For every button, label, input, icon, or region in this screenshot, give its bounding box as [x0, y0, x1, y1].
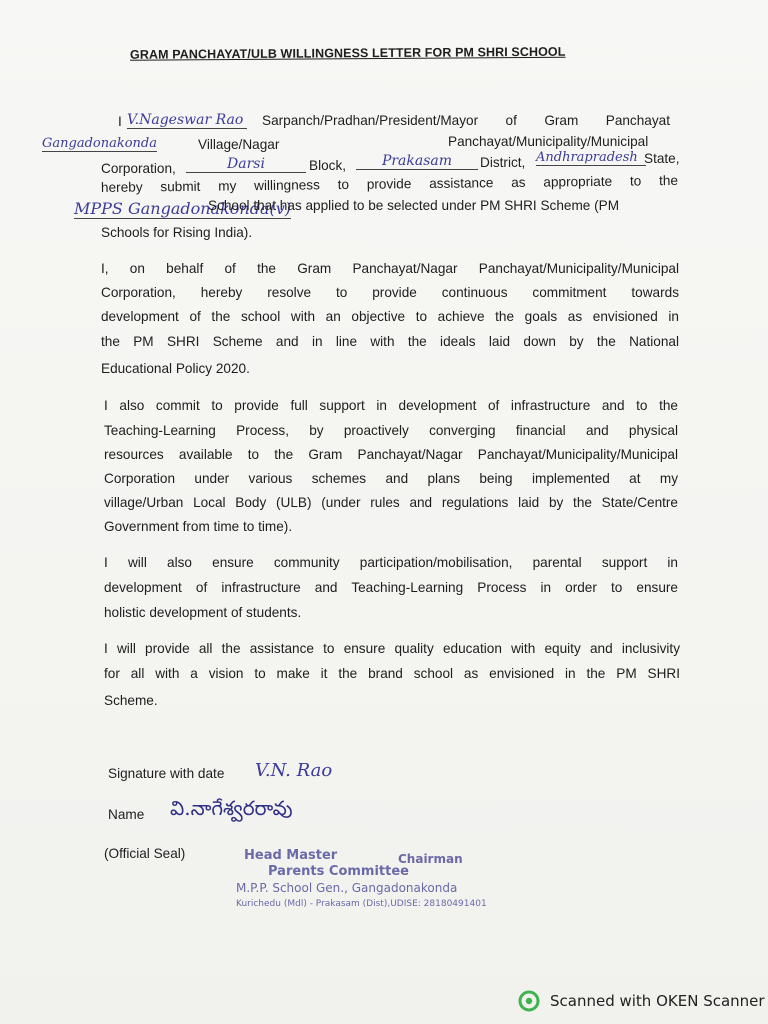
handwritten-village: Gangadonakonda: [42, 136, 158, 151]
oken-scanner-icon: [518, 990, 540, 1012]
seal-chairman: Chairman: [398, 852, 463, 866]
handwritten-sarpanch-name: V.Nageswar Rao: [127, 112, 247, 129]
handwritten-signature: V.N. Rao: [255, 760, 333, 781]
para1-line1: Sarpanch/Pradhan/President/Mayor of Gram Panchayat: [262, 113, 670, 128]
para1-line6: Schools for Rising India).: [101, 225, 253, 240]
handwritten-name: వి.నాగేశ్వరరావు: [170, 796, 293, 820]
seal-parents-committee: Parents Committee: [268, 864, 409, 879]
seal-head-master: Head Master: [244, 848, 338, 863]
para3-line5: village/Urban Local Body (ULB) (under rules and regulations laid by the State/Centre: [104, 495, 678, 510]
para2-line3: development of the school with an objective to achieve the goals as envisioned in: [101, 309, 679, 324]
para1-line5: School that has applied to be selected under PM SHRI Scheme (PM: [208, 198, 620, 213]
para1-line2: Village/Nagar: [198, 137, 280, 152]
oken-scanner-watermark: [518, 990, 765, 1012]
para2-line5: Educational Policy 2020.: [101, 361, 250, 376]
handwritten-state: Andhrapradesh: [536, 150, 646, 166]
scanner-label: Scanned with OKEN Scanner: [550, 992, 765, 1010]
letter-title: GRAM PANCHAYAT/ULB WILLINGNESS LETTER FOR PM SHRI SCHOOL: [129, 44, 566, 62]
para1-state-label: State,: [644, 151, 680, 166]
handwritten-school: MPPS Gangadonakonda(v): [74, 199, 292, 218]
para3-line6: Government from time to time).: [104, 519, 293, 534]
name-label: Name: [108, 807, 145, 822]
handwritten-corporation: Darsi: [186, 156, 306, 173]
seal-address-udise: Kurichedu (Mdl) - Prakasam (Dist),UDISE: 28180491401: [236, 899, 487, 909]
para5-line3: Scheme.: [104, 693, 158, 708]
para1-line1-prefix: I: [118, 114, 122, 129]
para5-line2: for all with a vision to make it the brand school as envisioned in the PM SHRI: [104, 666, 680, 681]
signature-label: Signature with date: [108, 766, 225, 781]
para1-block-label: Block,: [309, 158, 347, 173]
para3-line4: Corporation under various schemes and plans being implemented at my: [104, 471, 678, 486]
para4-line1: I will also ensure community participation/mobilisation, parental support in: [104, 555, 678, 570]
para2-line4: the PM SHRI Scheme and in line with the ideals laid down by the National: [101, 334, 679, 349]
para2-line1: I, on behalf of the Gram Panchayat/Nagar Panchayat/Municipality/Municipal: [101, 261, 679, 276]
para1-district-label: District,: [480, 155, 526, 170]
para5-line1: I will provide all the assistance to ensure quality education with equity and inclusivity: [104, 641, 680, 656]
para4-line3: holistic development of students.: [104, 605, 302, 620]
para1-line4: hereby submit my willingness to provide assistance as appropriate to the: [100, 172, 679, 195]
para1-line2-right: Panchayat/Municipality/Municipal: [448, 134, 649, 149]
para3-line3: resources available to the Gram Panchayat/Nagar Panchayat/Municipality/Municipal: [104, 447, 678, 462]
official-seal-label: (Official Seal): [104, 846, 186, 861]
handwritten-block: Prakasam: [356, 153, 478, 170]
seal-school-name: M.P.P. School Gen., Gangadonakonda: [236, 881, 458, 895]
para1-corporation-label: Corporation,: [101, 161, 176, 176]
para2-line2: Corporation, hereby resolve to provide continuous commitment towards: [101, 285, 679, 300]
para4-line2: development of infrastructure and Teaching-Learning Process in order to ensure: [104, 580, 678, 595]
para3-line1: I also commit to provide full support in development of infrastructure and to the: [104, 398, 678, 413]
para3-line2: Teaching-Learning Process, by proactively converging financial and physical: [104, 423, 678, 438]
